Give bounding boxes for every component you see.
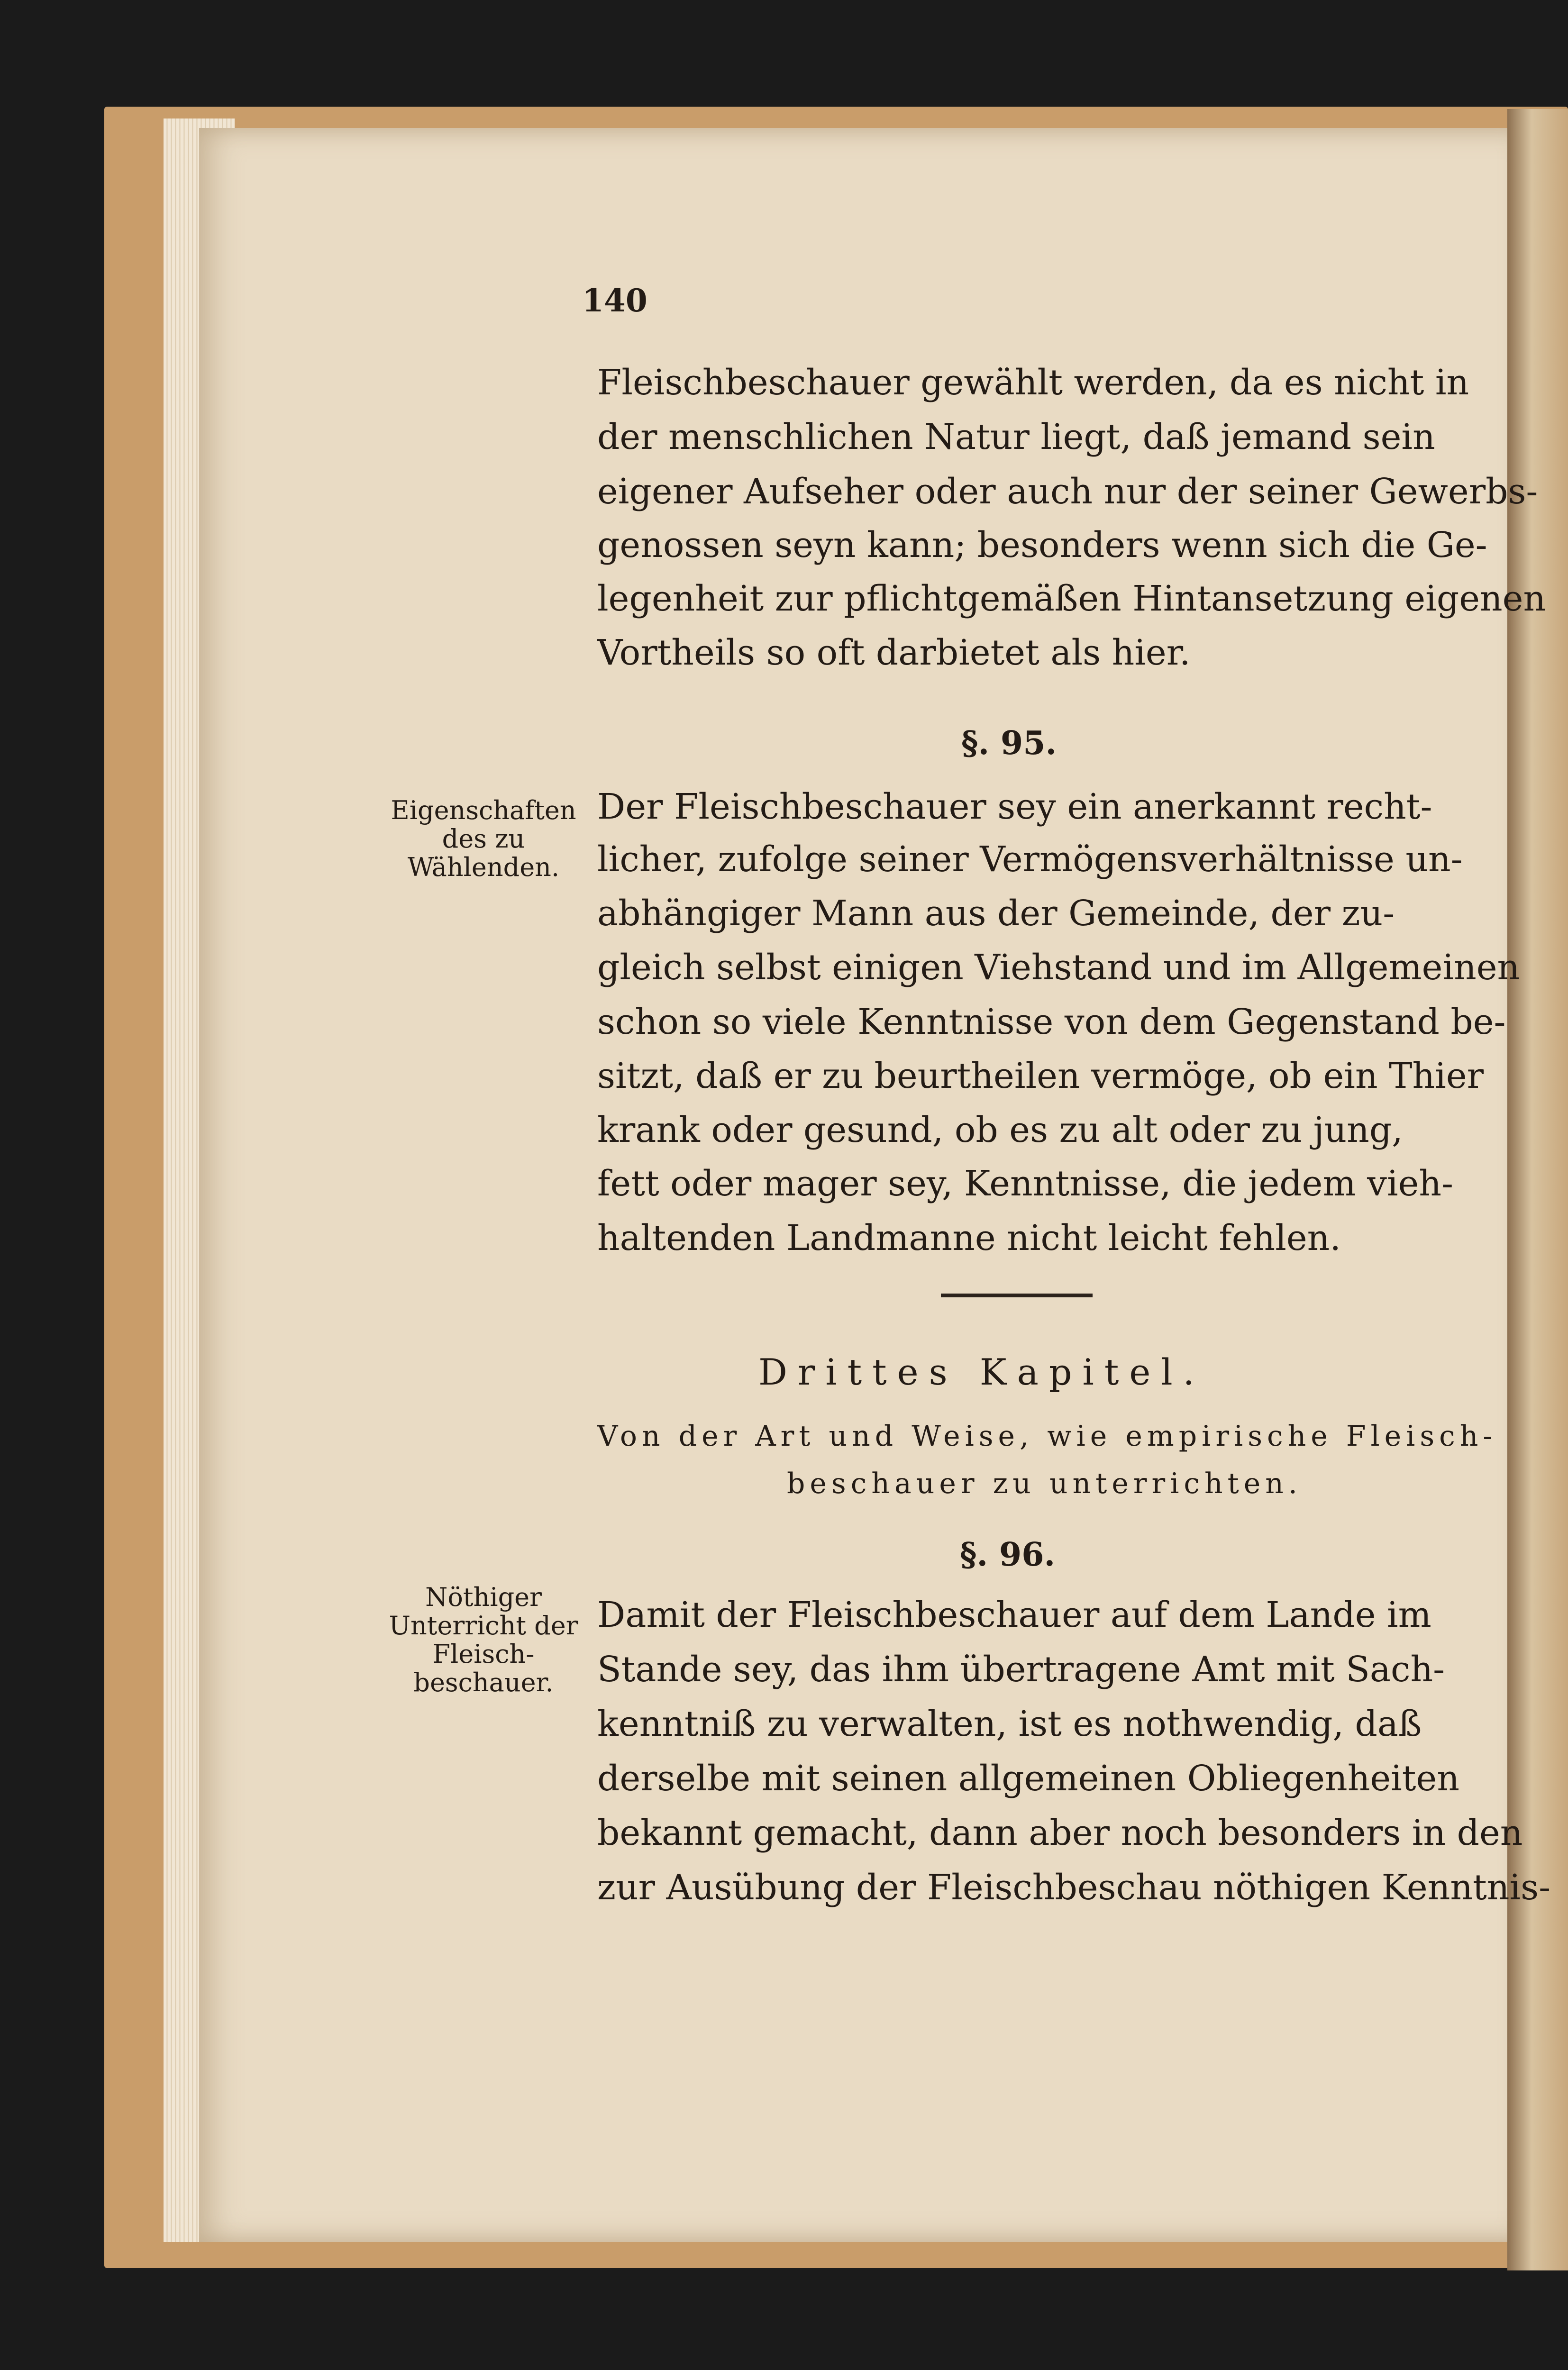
paragraph-line: derselbe mit seinen allgemeinen Obliegenheiten [597,1758,1459,1799]
margin-note: Nöthiger Unterricht der Fleisch-beschauer. [389,1582,578,1697]
paragraph-line: zur Ausübung der Fleischbeschau nöthigen Kenntnis- [597,1867,1551,1908]
paragraph-line: krank oder gesund, ob es zu alt oder zu jung, [597,1110,1403,1150]
chapter-subtitle: beschauer zu unterrichten. [787,1467,1302,1500]
paragraph-line: Der Fleischbeschauer sey ein anerkannt recht- [597,786,1432,827]
section-heading: §. 96. [960,1536,1056,1574]
chapter-subtitle: Von der Art und Weise, wie empirische Fleisch- [597,1420,1497,1453]
paragraph-line: gleich selbst einigen Viehstand und im Allgemeinen [597,947,1520,988]
paragraph-line: legenheit zur pflichtgemäßen Hintansetzung eigenen [597,578,1546,619]
chapter-title: Drittes Kapitel. [758,1351,1205,1393]
paragraph-line: kenntniß zu verwalten, ist es nothwendig, daß [597,1704,1422,1744]
margin-note: Eigenschaften des zu Wählenden. [391,795,576,882]
book-edge-shadow [1507,109,1568,2270]
paragraph-line: sitzt, daß er zu beurtheilen vermöge, ob ein Thier [597,1056,1484,1096]
paragraph-line: fett oder mager sey, Kenntnisse, die jedem vieh- [597,1163,1454,1204]
paragraph-line: Fleischbeschauer gewählt werden, da es nicht in [597,362,1469,403]
paragraph-line: licher, zufolge seiner Vermögensverhältnisse un- [597,839,1463,880]
paragraph-line: Vortheils so oft darbietet als hier. [597,632,1191,673]
paragraph-line: Stande sey, das ihm übertragene Amt mit Sach- [597,1649,1445,1690]
paragraph-line: haltenden Landmanne nicht leicht fehlen. [597,1218,1341,1258]
section-rule [941,1294,1093,1297]
paragraph-line: schon so viele Kenntnisse von dem Gegenstand be- [597,1002,1506,1042]
page-number: 140 [582,282,647,319]
paragraph-line: eigener Aufseher oder auch nur der seiner Gewerbs- [597,471,1538,512]
paragraph-line: bekannt gemacht, dann aber noch besonders in den [597,1813,1523,1853]
section-heading: §. 95. [961,724,1057,762]
paragraph-line: der menschlichen Natur liegt, daß jemand sein [597,417,1435,457]
paragraph-line: genossen seyn kann; besonders wenn sich die Ge- [597,525,1487,565]
paragraph-line: abhängiger Mann aus der Gemeinde, der zu- [597,893,1395,934]
paragraph-line: Damit der Fleischbeschauer auf dem Lande im [597,1595,1431,1635]
